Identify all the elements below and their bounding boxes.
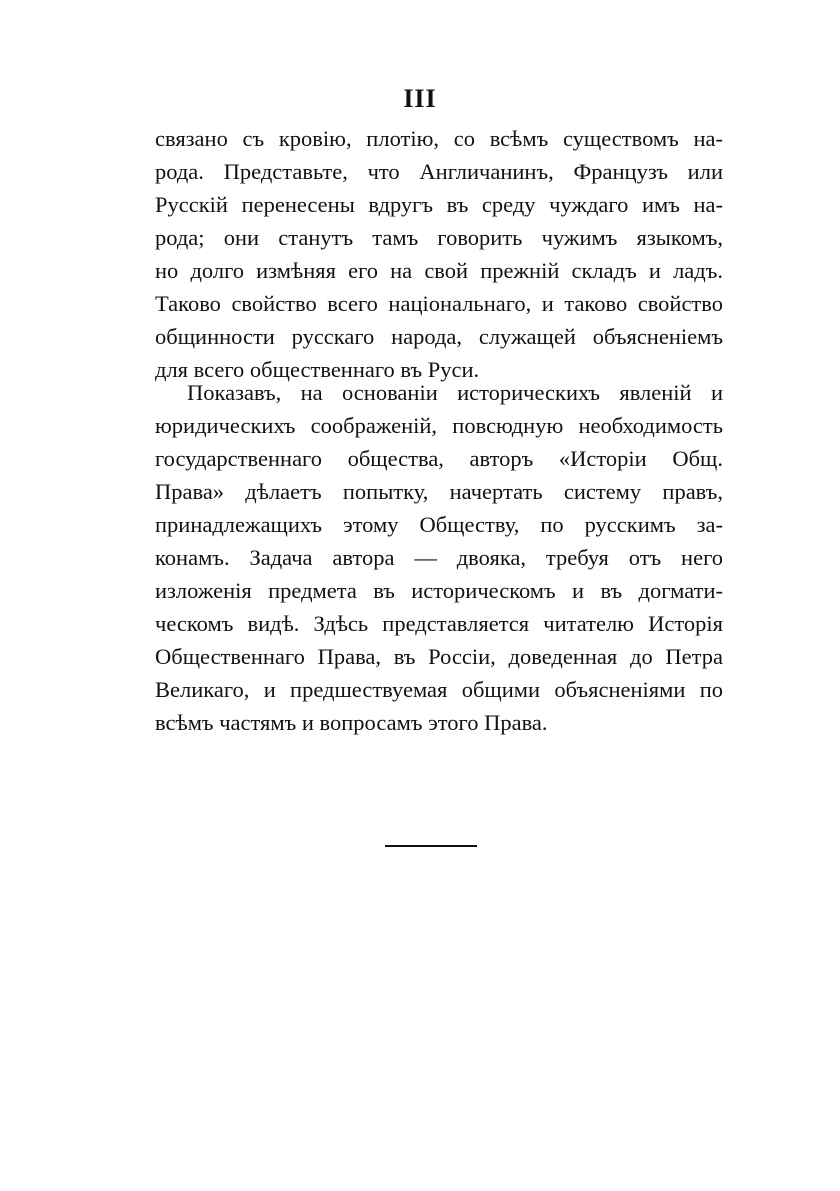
text-line: конамъ. Задача автора — двояка, требуя отъ него bbox=[155, 545, 723, 570]
text-line: но долго измѣняя его на свой прежній складъ и ладъ. bbox=[155, 258, 723, 283]
text-line: Показавъ, на основаніи историческихъ явленій и bbox=[187, 380, 723, 405]
text-line: изложенія предмета въ историческомъ и въ догмати- bbox=[155, 578, 723, 603]
text-line: Таково свойство всего національнаго, и таково свойство bbox=[155, 291, 723, 316]
text-line: государственнаго общества, авторъ «Исторіи Общ. bbox=[155, 446, 723, 471]
text-line: общинности русскаго народа, служащей объясненіемъ bbox=[155, 324, 723, 349]
text-line: юридическихъ соображеній, повсюдную необходимость bbox=[155, 413, 723, 438]
text-line: Русскій перенесены вдругъ въ среду чуждаго имъ на- bbox=[155, 192, 723, 217]
text-line: принадлежащихъ этому Обществу, по русскимъ за- bbox=[155, 512, 723, 537]
text-line: ческомъ видѣ. Здѣсь представляется читателю Исторія bbox=[155, 611, 723, 636]
text-line: рода; они станутъ тамъ говорить чужимъ языкомъ, bbox=[155, 225, 723, 250]
text-line: для всего общественнаго въ Руси. bbox=[155, 357, 480, 382]
text-line: Общественнаго Права, въ Россіи, доведенная до Петра bbox=[155, 644, 723, 669]
paragraph-1 bbox=[155, 122, 723, 386]
text-line: всѣмъ частямъ и вопросамъ этого Права. bbox=[155, 710, 548, 735]
page-number: III bbox=[403, 84, 437, 113]
text-line: рода. Представьте, что Англичанинъ, Французъ или bbox=[155, 159, 723, 184]
section-end-rule bbox=[385, 845, 477, 847]
text-line: связано съ кровію, плотію, со всѣмъ существомъ на- bbox=[155, 126, 723, 151]
text-line: Великаго, и предшествуемая общими объясненіями по bbox=[155, 677, 723, 702]
text-line: Права» дѣлаетъ попытку, начертать систему правъ, bbox=[155, 479, 723, 504]
paragraph-2 bbox=[155, 376, 723, 739]
